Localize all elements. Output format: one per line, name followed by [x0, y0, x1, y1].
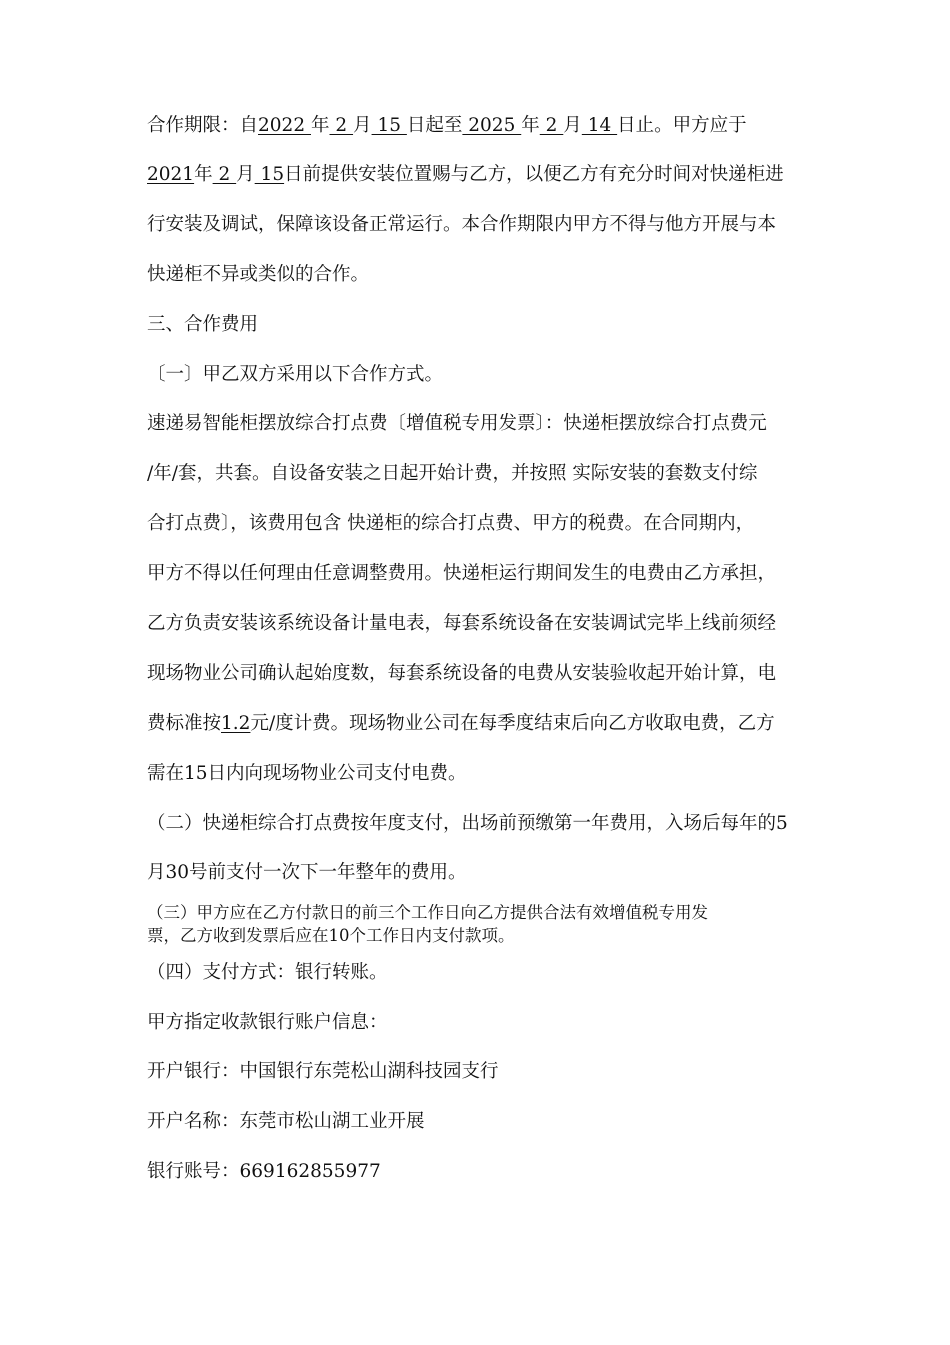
bank-label: 开户银行：	[147, 1061, 240, 1082]
fee-item-1-line: 甲方不得以任何理由任意调整费用。快递柜运行期间发生的电费由乙方承担，	[147, 563, 777, 584]
start-month: 2	[329, 115, 354, 136]
term-line-3: 行安装及调试，保障该设备正常运行。本合作期限内甲方不得与他方开展与本	[147, 214, 777, 235]
term-line-2	[147, 162, 807, 188]
provide-day: 15	[254, 164, 285, 185]
term-text: 日前提供安装位置赐与乙方，以便乙方有充分时间对快递柜进	[284, 164, 784, 185]
fee-item-1-line: 乙方负责安装该系统设备计量电表，每套系统设备在安装调试完毕上线前须经	[147, 613, 777, 634]
term-text: 月	[353, 115, 372, 136]
fee-item-1-line: 合打点费〕，该费用包含 快递柜的综合打点费、甲方的税费。在合同期内，	[147, 513, 755, 534]
fee-item-1-last: 需在15日内向现场物业公司支付电费。	[147, 763, 467, 784]
bank-heading: 甲方指定收款银行账户信息：	[147, 1012, 388, 1033]
fee-item-1-title: 〔一〕甲乙双方采用以下合作方式。	[147, 364, 444, 385]
fee-item-1-line: 速递易智能柜摆放综合打点费〔增值税专用发票〕：快递柜摆放综合打点费元	[147, 413, 767, 434]
start-year: 2022	[258, 115, 311, 136]
end-year: 2025	[462, 115, 522, 136]
term-text: 月	[563, 115, 582, 136]
account-name-value: 东莞市松山湖工业开展	[239, 1111, 425, 1132]
fee-item-2-line: （二）快递柜综合打点费按年度支付，出场前预缴第一年费用，入场后每年的5	[147, 813, 788, 834]
account-number-label: 银行账号：	[147, 1161, 240, 1182]
fee-item-2-line: 月30号前支付一次下一年整年的费用。	[147, 862, 467, 883]
fee-item-3-line: （三）甲方应在乙方付款日的前三个工作日向乙方提供合法有效增值税专用发	[147, 903, 708, 922]
term-line-4: 快递柜不异或类似的合作。	[147, 264, 370, 285]
term-text: 合作期限：自	[147, 115, 259, 136]
fee-item-3-line: 票，乙方收到发票后应在10个工作日内支付款项。	[147, 926, 515, 945]
term-text: 月	[236, 164, 255, 185]
term-text: 年	[194, 164, 213, 185]
bank-value: 中国银行东莞松山湖科技园支行	[239, 1061, 499, 1082]
end-day: 14	[581, 115, 618, 136]
start-day: 15	[371, 115, 407, 136]
account-number-row	[147, 1159, 807, 1185]
term-text: 日起至	[406, 115, 463, 136]
account-name-row	[147, 1109, 807, 1135]
provide-month: 2	[212, 164, 237, 185]
section-heading-fees: 三、合作费用	[147, 314, 259, 335]
fee-item-4: （四）支付方式：银行转账。	[147, 962, 388, 983]
end-month: 2	[539, 115, 564, 136]
term-line-1	[147, 113, 807, 139]
electric-text: 元/度计费。现场物业公司在每季度结束后向乙方收取电费，乙方	[250, 713, 775, 734]
term-text: 年	[521, 115, 540, 136]
bank-name-row	[147, 1059, 807, 1085]
fee-item-1-line: 现场物业公司确认起始度数，每套系统设备的电费从安装验收起开始计算，电	[147, 663, 777, 684]
account-name-label: 开户名称：	[147, 1111, 240, 1132]
term-text: 年	[310, 115, 330, 136]
fee-item-1-line: /年/套，共套。自设备安装之日起开始计费，并按照 实际安装的套数支付综	[147, 463, 758, 484]
term-text: 日止。甲方应于	[617, 115, 747, 136]
provide-year: 2021	[147, 164, 195, 185]
account-number-value: 669162855977	[239, 1161, 381, 1182]
electric-text: 费标准按	[147, 713, 222, 734]
electric-rate-line	[147, 711, 807, 737]
electric-rate: 1.2	[221, 713, 251, 734]
